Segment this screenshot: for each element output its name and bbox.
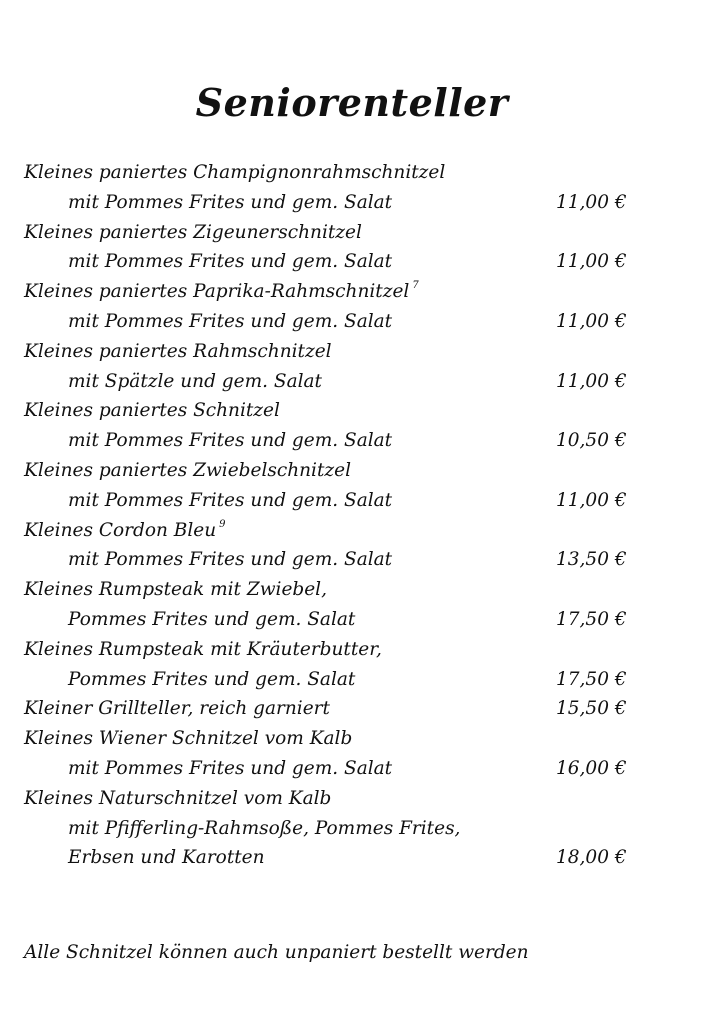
menu-item-detail: Erbsen und Karotten — [68, 847, 265, 869]
menu-item-price: 11,00 € — [556, 191, 627, 213]
menu-item — [24, 277, 644, 337]
menu-item-name: Kleines Cordon Bleu — [24, 519, 217, 541]
menu-item-detail: mit Pfifferling-Rahmsoße, Pommes Frites, — [68, 817, 461, 839]
allergen-footnote: 9 — [219, 518, 226, 530]
menu-item-detail-line — [24, 426, 644, 456]
menu-item-detail: mit Pommes Frites und gem. Salat — [68, 310, 393, 332]
menu-item-detail-line — [24, 814, 644, 844]
menu-item-detail: mit Pommes Frites und gem. Salat — [68, 757, 393, 779]
menu-item-name: Kleiner Grillteller, reich garniert — [24, 698, 330, 720]
menu-item-name: Kleines paniertes Rahmschnitzel — [24, 340, 332, 362]
menu-item-name-line — [24, 218, 644, 248]
menu-item-detail-line — [24, 307, 644, 337]
menu-item-name: Kleines paniertes Paprika-Rahmschnitzel — [24, 281, 410, 303]
menu-item-detail-line — [24, 188, 644, 218]
menu-item-detail: mit Pommes Frites und gem. Salat — [68, 430, 393, 452]
menu-item-price: 17,50 € — [556, 668, 627, 690]
menu-item — [24, 456, 644, 516]
footer-note: Alle Schnitzel können auch unpaniert bestellt werden — [24, 942, 529, 963]
menu-item — [24, 337, 644, 397]
menu-item — [24, 724, 644, 784]
menu-item — [24, 158, 644, 218]
menu-item — [24, 575, 644, 635]
menu-item-price: 13,50 € — [556, 549, 627, 571]
menu-item-name-line — [24, 396, 644, 426]
menu-item-detail-line — [24, 545, 644, 575]
menu-item-detail-line — [24, 843, 644, 873]
menu-item-detail-line — [24, 367, 644, 397]
menu-item-name-line — [24, 575, 644, 605]
menu-item-price: 10,50 € — [556, 430, 627, 452]
menu-item-name: Kleines paniertes Champignonrahmschnitzel — [24, 162, 446, 183]
menu-item — [24, 396, 644, 456]
menu-item-price: 11,00 € — [556, 310, 627, 332]
menu-item-detail: Pommes Frites und gem. Salat — [68, 668, 356, 690]
menu-item-price: 15,50 € — [556, 698, 627, 720]
menu-item-name-line — [24, 277, 644, 307]
menu-item-detail: mit Pommes Frites und gem. Salat — [68, 251, 393, 273]
page-title: Seniorenteller — [195, 80, 509, 126]
menu-item-price: 11,00 € — [556, 489, 627, 511]
menu-item-detail: Pommes Frites und gem. Salat — [68, 608, 356, 630]
menu-item-name: Kleines paniertes Schnitzel — [24, 400, 280, 422]
menu-item-name-line — [24, 456, 644, 486]
menu-item-detail: mit Spätzle und gem. Salat — [68, 370, 322, 392]
menu-item-name: Kleines paniertes Zwiebelschnitzel — [24, 459, 352, 481]
menu-item-price: 18,00 € — [556, 847, 627, 869]
allergen-footnote: 7 — [412, 280, 419, 292]
menu-item-price: 11,00 € — [556, 251, 627, 273]
menu-item-name-line — [24, 784, 644, 814]
menu-item — [24, 635, 644, 695]
menu-list — [24, 158, 644, 873]
menu-item — [24, 784, 644, 873]
menu-item-detail-line — [24, 754, 644, 784]
menu-item-name: Kleines Rumpsteak mit Zwiebel, — [24, 579, 327, 601]
menu-item-detail: mit Pommes Frites und gem. Salat — [68, 489, 393, 511]
menu-item — [24, 694, 644, 724]
menu-item-name-line — [24, 516, 644, 546]
menu-item-name-line — [24, 158, 644, 188]
menu-item-price: 16,00 € — [556, 757, 627, 779]
menu-item-detail: mit Pommes Frites und gem. Salat — [68, 191, 393, 213]
menu-item-name-line — [24, 694, 644, 724]
menu-item-name: Kleines Wiener Schnitzel vom Kalb — [24, 728, 353, 750]
menu-item-detail-line — [24, 665, 644, 695]
menu-item — [24, 516, 644, 576]
menu-item-name-line — [24, 724, 644, 754]
menu-item-name-line — [24, 337, 644, 367]
menu-item-name: Kleines Naturschnitzel vom Kalb — [24, 787, 332, 809]
menu-item-price: 11,00 € — [556, 370, 627, 392]
menu-item-detail-line — [24, 605, 644, 635]
menu-item-detail-line — [24, 486, 644, 516]
menu-item-name-line — [24, 635, 644, 665]
menu-item — [24, 218, 644, 278]
menu-item-name: Kleines Rumpsteak mit Kräuterbutter, — [24, 638, 382, 660]
menu-item-detail: mit Pommes Frites und gem. Salat — [68, 549, 393, 571]
menu-item-detail-line — [24, 247, 644, 277]
menu-item-name: Kleines paniertes Zigeunerschnitzel — [24, 221, 362, 243]
menu-item-price: 17,50 € — [556, 608, 627, 630]
